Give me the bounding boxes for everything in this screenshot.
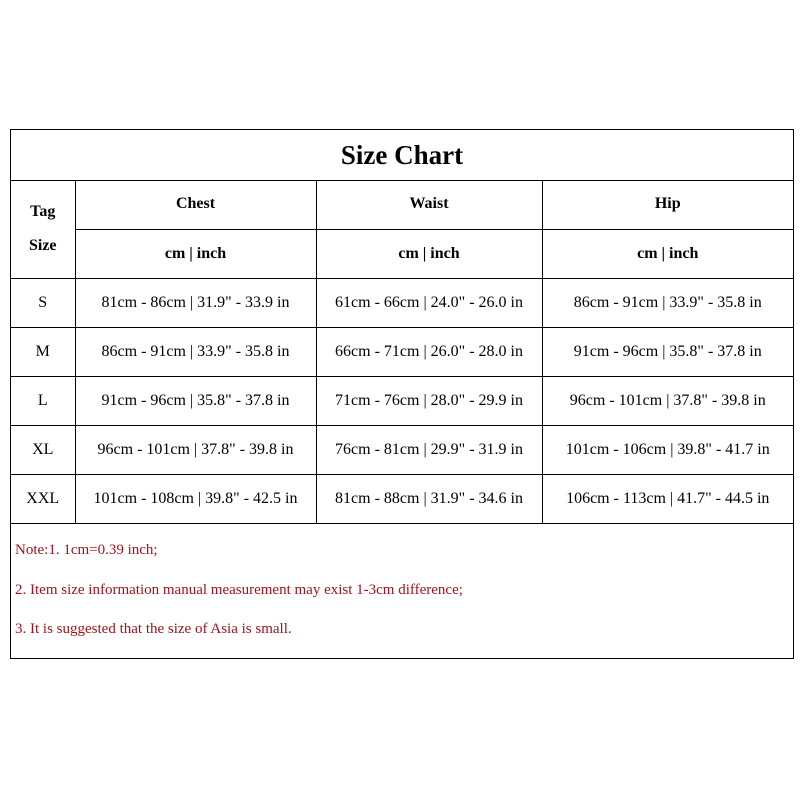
size-table [11,180,793,524]
hip-cell: 96cm - 101cm | 37.8" - 39.8 in [542,376,793,425]
unit-header-waist: cm | inch [316,229,542,278]
size-cell: XXL [11,474,75,523]
unit-header-hip: cm | inch [542,229,793,278]
hip-cell: 91cm - 96cm | 35.8" - 37.8 in [542,327,793,376]
column-header-hip: Hip [542,180,793,229]
waist-cell: 71cm - 76cm | 28.0" - 29.9 in [316,376,542,425]
hip-cell: 106cm - 113cm | 41.7" - 44.5 in [542,474,793,523]
notes-section [15,535,785,653]
chest-cell: 96cm - 101cm | 37.8" - 39.8 in [75,425,316,474]
table-row [11,327,793,376]
chart-title: Size Chart [11,130,793,181]
chest-cell: 81cm - 86cm | 31.9" - 33.9 in [75,278,316,327]
chest-cell: 91cm - 96cm | 35.8" - 37.8 in [75,376,316,425]
column-header-chest: Chest [75,180,316,229]
size-chart [10,129,794,659]
tag-size-header-line2: Size [28,236,57,254]
waist-cell: 81cm - 88cm | 31.9" - 34.6 in [316,474,542,523]
column-header-waist: Waist [316,180,542,229]
waist-cell: 76cm - 81cm | 29.9" - 31.9 in [316,425,542,474]
waist-cell: 61cm - 66cm | 24.0" - 26.0 in [316,278,542,327]
size-cell: M [11,327,75,376]
size-cell: S [11,278,75,327]
table-row [11,425,793,474]
hip-cell: 101cm - 106cm | 39.8" - 41.7 in [542,425,793,474]
note-line: Note:1. 1cm=0.39 inch; [15,542,158,558]
table-row [11,278,793,327]
chest-cell: 86cm - 91cm | 33.9" - 35.8 in [75,327,316,376]
unit-header-chest: cm | inch [75,229,316,278]
tag-size-header-line1: Tag [30,202,56,220]
header-row [11,180,793,229]
hip-cell: 86cm - 91cm | 33.9" - 35.8 in [542,278,793,327]
table-row [11,376,793,425]
chest-cell: 101cm - 108cm | 39.8" - 42.5 in [75,474,316,523]
note-line: 2. Item size information manual measurement may exist 1-3cm difference; [15,582,463,598]
table-row [11,474,793,523]
waist-cell: 66cm - 71cm | 26.0" - 28.0 in [316,327,542,376]
note-line: 3. It is suggested that the size of Asia is small. [15,621,292,637]
size-cell: XL [11,425,75,474]
units-row [11,229,793,278]
tag-size-header [11,180,75,278]
size-cell: L [11,376,75,425]
